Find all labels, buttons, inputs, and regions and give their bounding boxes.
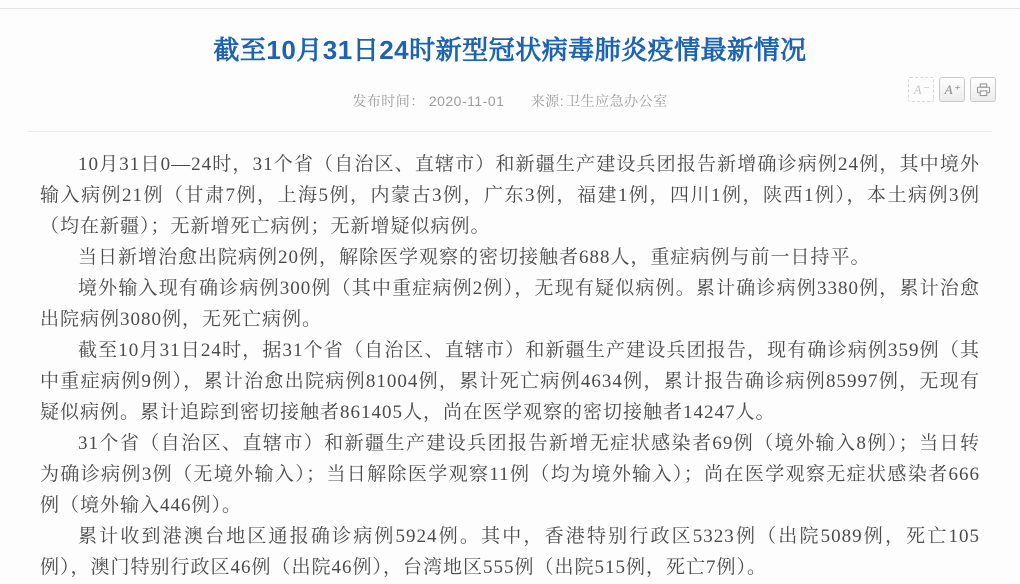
paragraph-imported-cases: 境外输入现有确诊病例300例（其中重症病例2例），无现有疑似病例。累计确诊病例3380例，累计治愈出院病例3080例，无死亡病例。 xyxy=(40,278,980,330)
page-title: 截至10月31日24时新型冠状病毒肺炎疫情最新情况 xyxy=(213,35,807,65)
paragraph-cumulative-totals: 截至10月31日24时，据31个省（自治区、直辖市）和新疆生产建设兵团报告，现有确诊病例359例（其中重症病例9例），累计治愈出院病例81004例，累计死亡病例4634例，累计报告确诊病例85997例，无现有疑似病例。累计追踪到密切接触者861405人，尚在医学观察的密切接触者14247人。 xyxy=(40,340,980,423)
source-value: 卫生应急办公室 xyxy=(566,93,668,109)
paragraph-hk-macao-taiwan: 累计收到港澳台地区通报确诊病例5924例。其中，香港特别行政区5323例（出院5089例，死亡105例），澳门特别行政区46例（出院46例），台湾地区555例（出院515例，死亡7例）。 xyxy=(40,526,980,578)
top-divider xyxy=(0,8,1020,9)
paragraph-recovered-today: 当日新增治愈出院病例20例，解除医学观察的密切接触者688人，重症病例与前一日持平。 xyxy=(78,247,871,268)
font-increase-button[interactable]: A⁺ xyxy=(939,77,965,102)
font-decrease-button[interactable]: A⁻ xyxy=(908,77,934,102)
source-label: 来源: xyxy=(530,93,565,109)
text-size-toolbar xyxy=(908,77,996,102)
article-header xyxy=(0,0,1020,111)
publish-time-label: 发布时间： xyxy=(352,93,425,109)
print-button[interactable] xyxy=(970,77,996,102)
article-body xyxy=(0,132,1020,583)
paragraph-asymptomatic: 31个省（自治区、直辖市）和新疆生产建设兵团报告新增无症状感染者69例（境外输入8例）；当日转为确诊病例3例（无境外输入）；当日解除医学观察11例（均为境外输入）；尚在医学观察无症状感染者666例（境外输入446例）。 xyxy=(40,433,980,516)
paragraph-new-cases: 10月31日0—24时，31个省（自治区、直辖市）和新疆生产建设兵团报告新增确诊病例24例，其中境外输入病例21例（甘肃7例，上海5例，内蒙古3例，广东3例，福建1例，四川1例，陕西1例），本土病例3例（均在新疆）；无新增死亡病例；无新增疑似病例。 xyxy=(40,154,980,237)
printer-icon xyxy=(976,83,991,97)
article-meta xyxy=(0,91,1020,111)
publish-date: 2020-11-01 xyxy=(428,93,505,109)
